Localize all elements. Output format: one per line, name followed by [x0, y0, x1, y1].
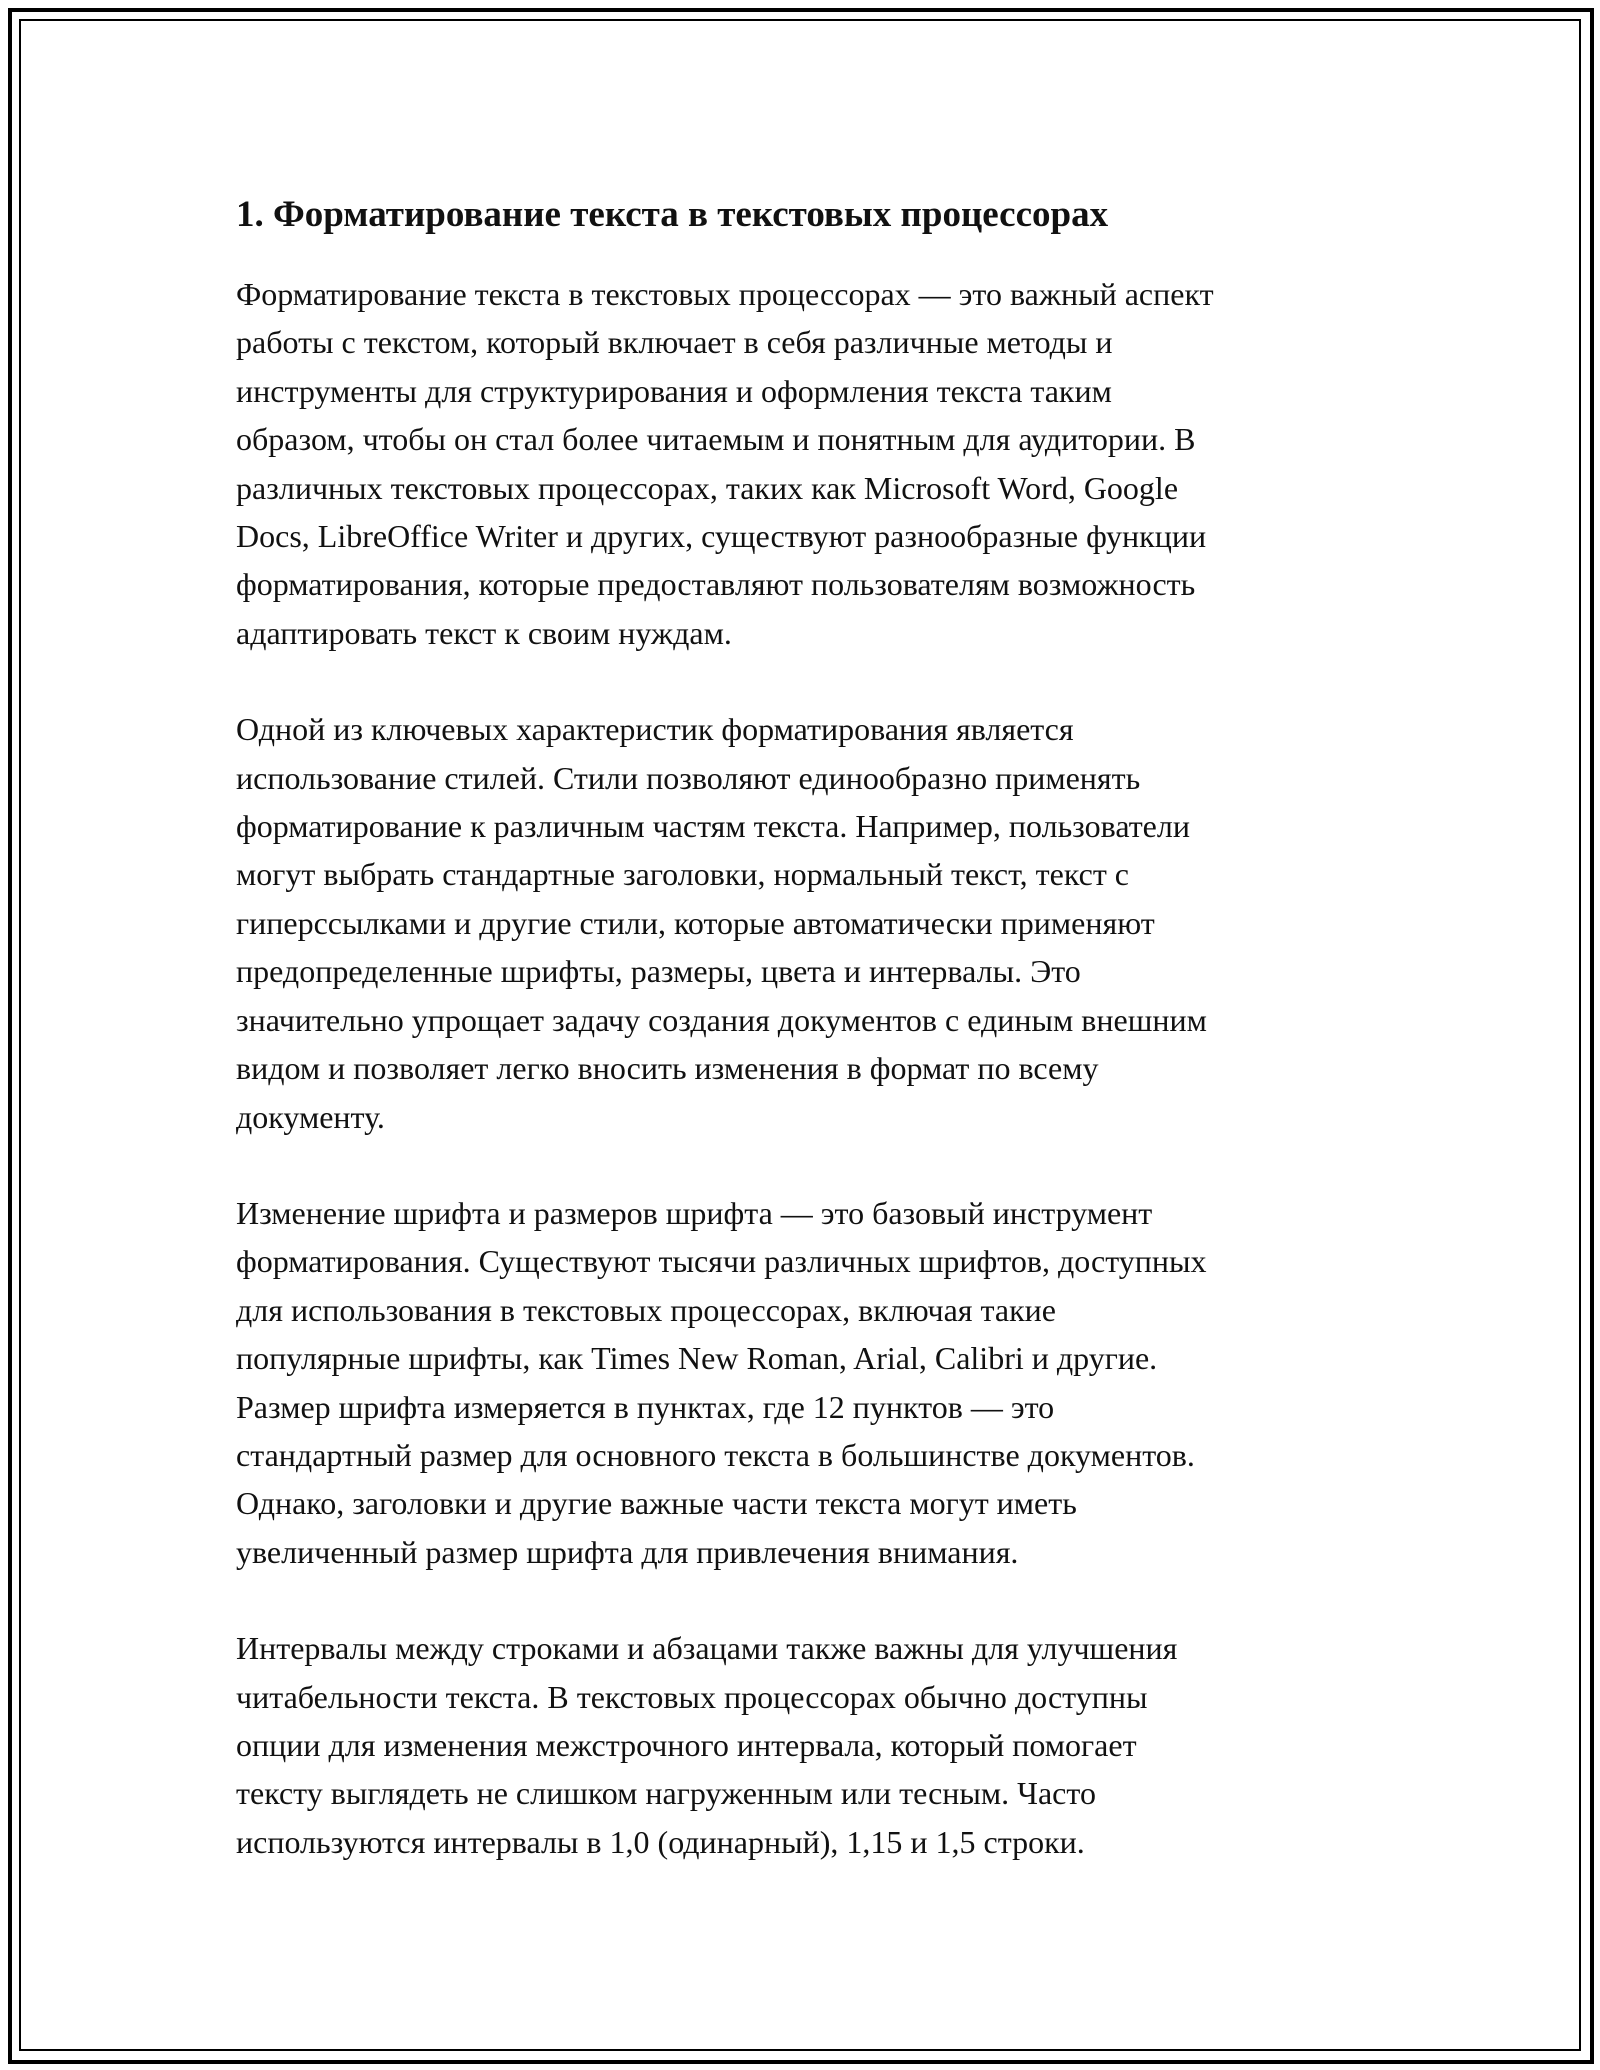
paragraph-line: для использования в текстовых процессорах, включая такие — [236, 1291, 1056, 1328]
paragraph-line: значительно упрощает задачу создания документов с единым внешним — [236, 1001, 1207, 1038]
paragraph-line: форматирования. Существуют тысячи различных шрифтов, доступных — [236, 1243, 1207, 1280]
paragraph-line: инструменты для структурирования и оформления текста таким — [236, 372, 1112, 409]
paragraph-line: использование стилей. Стили позволяют единообразно применять — [236, 759, 1141, 796]
document-body — [236, 188, 1376, 1914]
paragraph-line: различных текстовых процессорах, таких как Microsoft Word, Google — [236, 469, 1179, 506]
paragraph-line: Одной из ключевых характеристик форматирования является — [236, 711, 1074, 748]
paragraph-line: работы с текстом, который включает в себя различные методы и — [236, 324, 1113, 361]
paragraph-list — [236, 270, 1376, 1866]
paragraph-line: Форматирование текста в текстовых процессорах — это важный аспект — [236, 276, 1214, 312]
paragraph-line: Интервалы между строками и абзацами также важны для улучшения — [236, 1630, 1178, 1667]
paragraph-line: используются интервалы в 1,0 (одинарный), 1,15 и 1,5 строки. — [236, 1823, 1085, 1860]
section-heading: 1. Форматирование текста в текстовых процессорах — [236, 194, 1109, 235]
paragraph-line: форматирования, которые предоставляют пользователям возможность — [236, 566, 1196, 603]
paragraph-line: Docs, LibreOffice Writer и других, существуют разнообразные функции — [236, 518, 1207, 555]
paragraph-line: видом и позволяет легко вносить изменения в формат по всему — [236, 1050, 1099, 1087]
paragraph-line: адаптировать текст к своим нуждам. — [236, 614, 732, 651]
paragraph-line: читабельности текста. В текстовых процессорах обычно доступны — [236, 1678, 1148, 1715]
paragraph-line: стандартный размер для основного текста в большинстве документов. — [236, 1436, 1195, 1473]
paragraph-line: увеличенный размер шрифта для привлечения внимания. — [236, 1533, 1019, 1570]
body-paragraph — [236, 270, 1376, 657]
paragraph-line: документу. — [236, 1098, 385, 1135]
paragraph-line: образом, чтобы он стал более читаемым и понятным для аудитории. В — [236, 421, 1196, 458]
paragraph-line: предопределенные шрифты, размеры, цвета и интервалы. Это — [236, 953, 1081, 990]
paragraph-line: Изменение шрифта и размеров шрифта — это базовый инструмент — [236, 1194, 1153, 1231]
paragraph-line: могут выбрать стандартные заголовки, нормальный текст, текст с — [236, 856, 1129, 893]
paragraph-line: популярные шрифты, как Times New Roman, Arial, Calibri и другие. — [236, 1340, 1158, 1377]
body-paragraph — [236, 1189, 1376, 1576]
paragraph-line: Размер шрифта измеряется в пунктах, где 12 пунктов — это — [236, 1388, 1055, 1425]
body-paragraph — [236, 705, 1376, 1141]
paragraph-line: форматирование к различным частям текста. Например, пользователи — [236, 808, 1190, 845]
paragraph-line: тексту выглядеть не слишком нагруженным или тесным. Часто — [236, 1775, 1096, 1812]
paragraph-line: гиперссылками и другие стили, которые автоматически применяют — [236, 904, 1155, 941]
paragraph-line: Однако, заголовки и другие важные части текста могут иметь — [236, 1485, 1077, 1522]
body-paragraph — [236, 1624, 1376, 1866]
paragraph-line: опции для изменения межстрочного интервала, который помогает — [236, 1726, 1137, 1763]
